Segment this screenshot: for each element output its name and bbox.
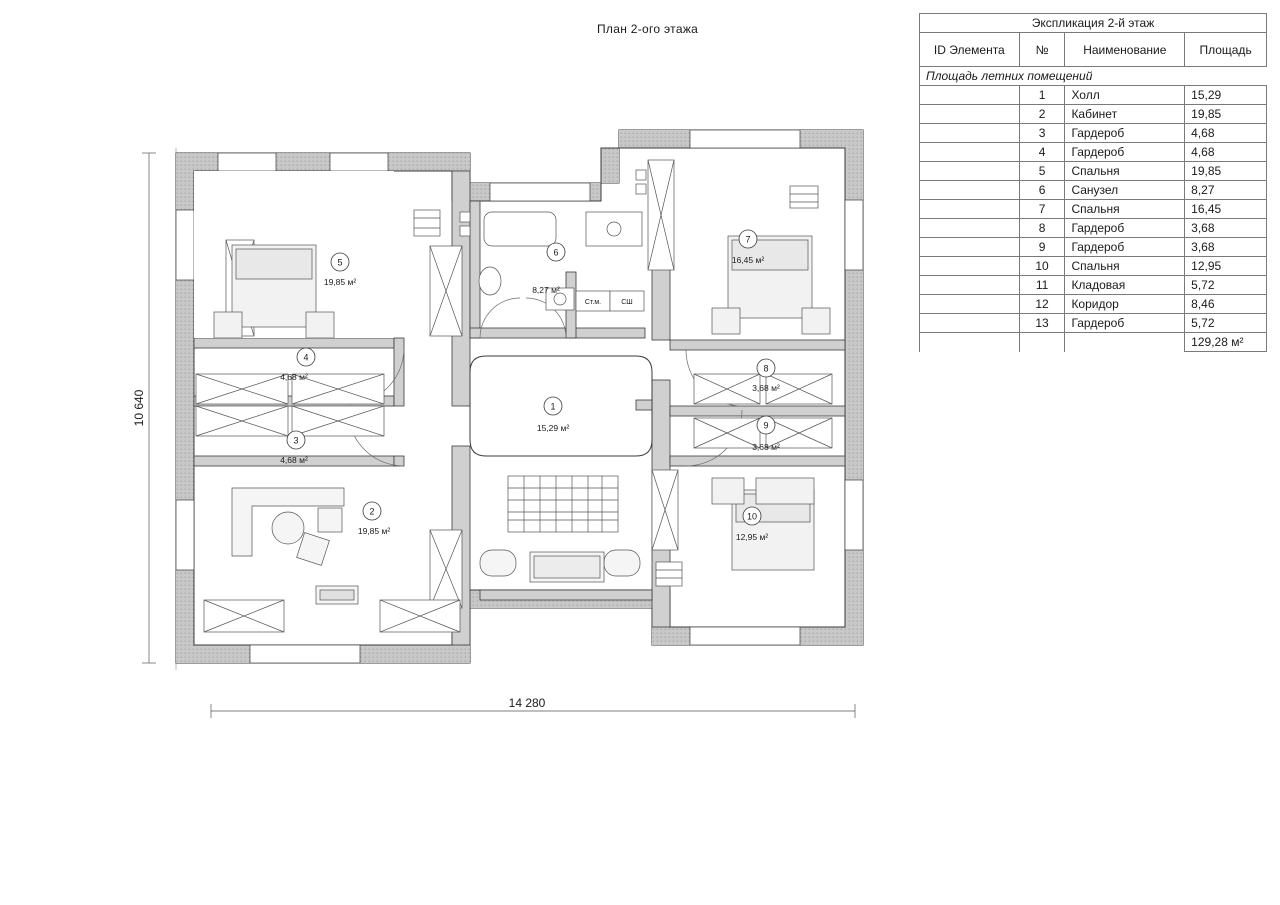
schedule-title: Экспликация 2-й этаж xyxy=(920,14,1267,33)
row-no: 4 xyxy=(1019,143,1065,162)
row-no: 11 xyxy=(1019,276,1065,295)
row-area: 3,68 xyxy=(1185,238,1267,257)
room-number: 5 xyxy=(337,257,343,268)
row-area: 8,27 xyxy=(1185,181,1267,200)
row-no: 9 xyxy=(1019,238,1065,257)
table-row xyxy=(920,200,1267,219)
row-area: 4,68 xyxy=(1185,124,1267,143)
furniture-bedroom-10 xyxy=(712,478,814,570)
room-area: 8,27 м² xyxy=(532,285,560,295)
row-id xyxy=(920,295,1020,314)
row-id xyxy=(920,105,1020,124)
row-id xyxy=(920,200,1020,219)
row-area: 5,72 xyxy=(1185,314,1267,333)
room-area: 19,85 м² xyxy=(357,526,391,536)
group-label: Площадь летних помещений xyxy=(920,67,1267,86)
row-no: 10 xyxy=(1019,257,1065,276)
dimension-width-label: 14 280 xyxy=(508,696,546,710)
table-row xyxy=(920,181,1267,200)
row-no: 6 xyxy=(1019,181,1065,200)
row-name: Холл xyxy=(1065,86,1185,105)
wardrobe-box xyxy=(652,470,678,550)
dimension-height-label: 10 640 xyxy=(132,389,146,427)
row-name: Гардероб xyxy=(1065,238,1185,257)
row-name: Коридор xyxy=(1065,295,1185,314)
room-number: 8 xyxy=(763,363,769,374)
row-no: 7 xyxy=(1019,200,1065,219)
room-number: 10 xyxy=(746,511,758,522)
page-title: План 2-ого этажа xyxy=(597,22,699,36)
row-id xyxy=(920,219,1020,238)
furniture-bedroom-5 xyxy=(214,245,334,338)
washer-label: Ст.м. xyxy=(584,299,602,306)
room-number: 6 xyxy=(553,247,559,258)
schedule-header-row xyxy=(920,33,1267,67)
hall-furniture xyxy=(480,550,640,582)
schedule-title-row xyxy=(920,14,1267,33)
wardrobe-box xyxy=(380,600,460,632)
row-id xyxy=(920,257,1020,276)
wardrobe-box xyxy=(204,600,284,632)
row-id xyxy=(920,181,1020,200)
row-area: 4,68 xyxy=(1185,143,1267,162)
row-name: Кабинет xyxy=(1065,105,1185,124)
total-spacer-no xyxy=(1019,333,1065,352)
furniture-bedroom-7 xyxy=(712,236,830,334)
header-area: Площадь xyxy=(1185,33,1267,67)
table-row xyxy=(920,105,1267,124)
room-number: 7 xyxy=(745,234,751,245)
table-row xyxy=(920,257,1267,276)
wardrobe-box xyxy=(196,374,288,404)
row-name: Гардероб xyxy=(1065,219,1185,238)
room-area: 4,68 м² xyxy=(280,455,308,465)
wardrobe-box xyxy=(694,418,760,448)
door-swings xyxy=(348,298,742,466)
table-row xyxy=(920,162,1267,181)
wardrobe-box xyxy=(196,406,288,436)
table-row xyxy=(920,143,1267,162)
table-row xyxy=(920,86,1267,105)
row-no: 12 xyxy=(1019,295,1065,314)
schedule-total-row xyxy=(920,333,1267,352)
table-row xyxy=(920,124,1267,143)
row-no: 2 xyxy=(1019,105,1065,124)
row-id xyxy=(920,124,1020,143)
toilet-icon xyxy=(479,267,501,295)
total-spacer-id xyxy=(920,333,1020,352)
room-number: 3 xyxy=(293,435,299,446)
row-name: Спальня xyxy=(1065,162,1185,181)
row-no: 3 xyxy=(1019,124,1065,143)
row-id xyxy=(920,314,1020,333)
row-area: 19,85 xyxy=(1185,105,1267,124)
schedule-group-row xyxy=(920,67,1267,86)
row-area: 3,68 xyxy=(1185,219,1267,238)
wardrobe-box xyxy=(292,406,384,436)
row-area: 16,45 xyxy=(1185,200,1267,219)
wardrobe-box xyxy=(430,530,462,608)
row-id xyxy=(920,276,1020,295)
header-name: Наименование xyxy=(1065,33,1185,67)
row-id xyxy=(920,238,1020,257)
row-id xyxy=(920,86,1020,105)
table-row xyxy=(920,276,1267,295)
bathtub-icon xyxy=(484,212,556,246)
row-name: Санузел xyxy=(1065,181,1185,200)
total-spacer-name xyxy=(1065,333,1185,352)
header-id: ID Элемента xyxy=(920,33,1020,67)
room-number: 4 xyxy=(303,352,309,363)
row-area: 19,85 xyxy=(1185,162,1267,181)
row-area: 5,72 xyxy=(1185,276,1267,295)
row-no: 8 xyxy=(1019,219,1065,238)
wardrobe-box xyxy=(694,374,760,404)
room-area: 19,85 м² xyxy=(323,277,357,287)
row-name: Кладовая xyxy=(1065,276,1185,295)
room-area: 15,29 м² xyxy=(536,423,570,433)
table-row xyxy=(920,219,1267,238)
row-name: Гардероб xyxy=(1065,143,1185,162)
row-name: Спальня xyxy=(1065,257,1185,276)
row-area: 12,95 xyxy=(1185,257,1267,276)
row-area: 8,46 xyxy=(1185,295,1267,314)
room-number: 2 xyxy=(369,506,375,517)
wardrobe-box xyxy=(648,160,674,270)
room-area: 12,95 м² xyxy=(735,532,769,542)
header-no: № xyxy=(1019,33,1065,67)
table-row xyxy=(920,238,1267,257)
wardrobe-box xyxy=(430,246,462,336)
row-name: Гардероб xyxy=(1065,314,1185,333)
room-area: 4,68 м² xyxy=(280,372,308,382)
room-area: 3,68 м² xyxy=(752,442,780,452)
row-id xyxy=(920,143,1020,162)
furniture-office-2 xyxy=(232,488,358,604)
row-no: 1 xyxy=(1019,86,1065,105)
row-area: 15,29 xyxy=(1185,86,1267,105)
room-area: 3,68 м² xyxy=(752,383,780,393)
room-number: 9 xyxy=(763,420,769,431)
row-id xyxy=(920,162,1020,181)
row-name: Спальня xyxy=(1065,200,1185,219)
row-name: Гардероб xyxy=(1065,124,1185,143)
room-area: 16,45 м² xyxy=(731,255,765,265)
row-no: 5 xyxy=(1019,162,1065,181)
schedule-table xyxy=(919,13,1267,352)
row-no: 13 xyxy=(1019,314,1065,333)
table-row xyxy=(920,295,1267,314)
room-number: 1 xyxy=(550,401,556,412)
staircase xyxy=(508,476,618,532)
total-area: 129,28 м² xyxy=(1185,333,1267,352)
dryer-label: СШ xyxy=(621,299,633,306)
table-row xyxy=(920,314,1267,333)
